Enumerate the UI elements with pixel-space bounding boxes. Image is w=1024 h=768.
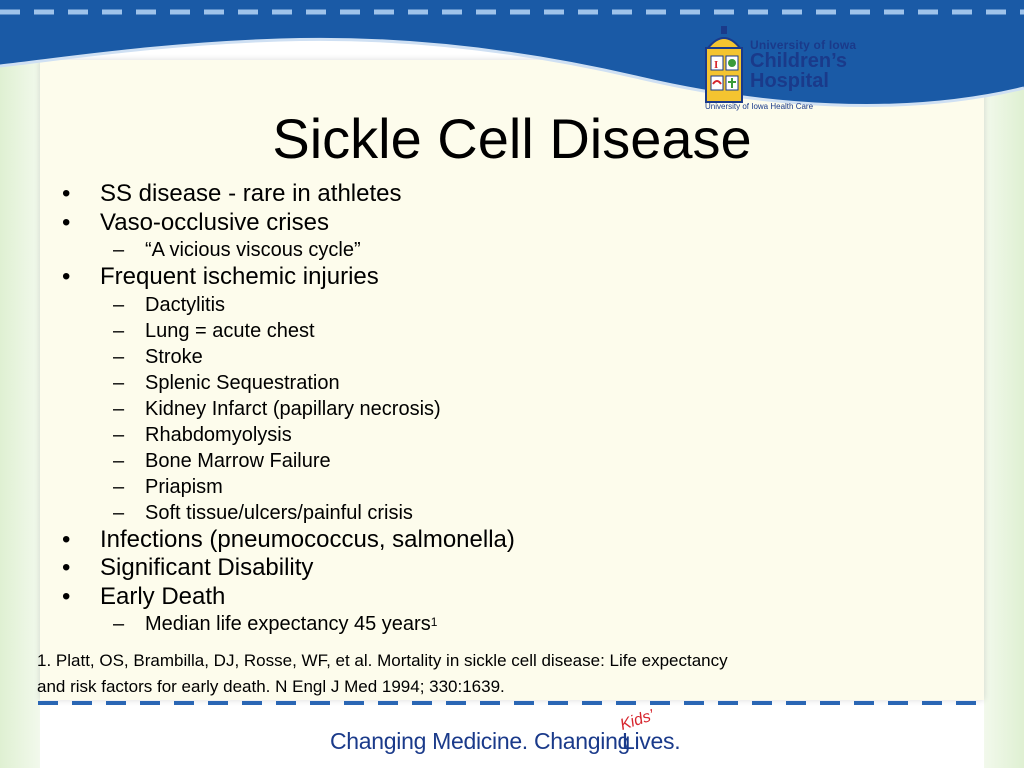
bullet-list: [0, 180, 905, 637]
bullet-text: Bone Marrow Failure: [145, 449, 331, 472]
slide-title: Sickle Cell Disease: [272, 107, 752, 170]
citation-superscript: 1: [430, 615, 438, 629]
bullet-text: Median life expectancy 45 years: [145, 613, 431, 635]
dash-marker: –: [113, 397, 125, 420]
sub-bullet-item: [0, 500, 905, 526]
bullet-text: Frequent ischemic injuries: [100, 263, 379, 290]
bullet-marker: •: [62, 180, 71, 207]
sub-bullet-item: [0, 344, 905, 370]
footnote: [37, 648, 897, 700]
footnote-line-2: and risk factors for early death. N Engl J Med 1994; 330:1639.: [37, 677, 505, 696]
sub-bullet-item: [0, 292, 905, 318]
logo-line-childrens: Children’s: [750, 50, 848, 72]
sub-bullet-item: [0, 611, 905, 637]
bullet-text: Vaso-occlusive crises: [100, 208, 329, 236]
svg-text:I: I: [714, 59, 719, 71]
logo-line-hospital: Hospital: [750, 70, 829, 92]
bullet-marker: •: [62, 525, 71, 553]
dash-marker: –: [113, 371, 125, 394]
bullet-item: [0, 180, 860, 209]
bullet-text: Lung = acute chest: [145, 319, 315, 342]
bullet-item: [0, 554, 860, 583]
bullet-text: “A vicious viscous cycle”: [145, 239, 361, 261]
dash-marker: –: [113, 449, 125, 472]
bullet-text: Kidney Infarct (papillary necrosis): [145, 397, 441, 420]
dash-marker: –: [113, 501, 125, 524]
sub-bullet-item: [0, 237, 905, 263]
hospital-building-icon: [700, 26, 748, 106]
dash-marker: –: [113, 423, 125, 446]
bullet-text: Early Death: [100, 582, 226, 610]
bullet-marker: •: [62, 208, 71, 236]
dash-marker: –: [113, 475, 125, 498]
dash-marker: –: [113, 239, 125, 261]
bullet-text: Infections (pneumococcus, salmonella): [100, 525, 515, 553]
bullet-text: Splenic Sequestration: [145, 371, 340, 394]
bullet-text: Soft tissue/ulcers/painful crisis: [145, 501, 413, 524]
tagline: [330, 707, 730, 764]
bullet-text: Dactylitis: [145, 293, 226, 316]
bullet-item: [0, 209, 860, 238]
logo-line-university: University of Iowa: [750, 38, 857, 52]
footnote-line-1: 1. Platt, OS, Brambilla, DJ, Rosse, WF, et al. Mortality in sickle cell disease: Life expectancy: [37, 651, 728, 670]
bullet-marker: •: [62, 554, 71, 581]
sub-bullet-item: [0, 422, 905, 448]
dash-marker: –: [113, 613, 125, 635]
sub-bullet-item: [0, 396, 905, 422]
bullet-text: Stroke: [145, 345, 203, 368]
bullet-text: SS disease - rare in athletes: [100, 180, 402, 207]
bullet-item: [0, 263, 860, 292]
bullet-text: Rhabdomyolysis: [145, 423, 292, 446]
tagline-lives: Lives.: [622, 728, 681, 754]
bullet-marker: •: [62, 582, 71, 610]
bullet-item: [0, 583, 860, 612]
sub-bullet-item: [0, 370, 905, 396]
sub-bullet-item: [0, 448, 905, 474]
sub-bullet-item: [0, 318, 905, 344]
sub-bullet-item: [0, 474, 905, 500]
bullet-text: Significant Disability: [100, 554, 314, 581]
dash-marker: –: [113, 319, 125, 342]
bullet-item: [0, 526, 860, 555]
tagline-text: Changing Medicine. Changing: [330, 728, 631, 754]
logo-subline: University of Iowa Health Care: [705, 102, 814, 111]
bullet-marker: •: [62, 263, 71, 290]
dash-marker: –: [113, 345, 125, 368]
hospital-logo: [700, 22, 880, 114]
dash-marker: –: [113, 293, 125, 316]
bottom-dashed-divider: [0, 700, 1024, 706]
tagline-kids: Kids’: [618, 707, 657, 734]
bullet-text: Priapism: [145, 475, 223, 498]
